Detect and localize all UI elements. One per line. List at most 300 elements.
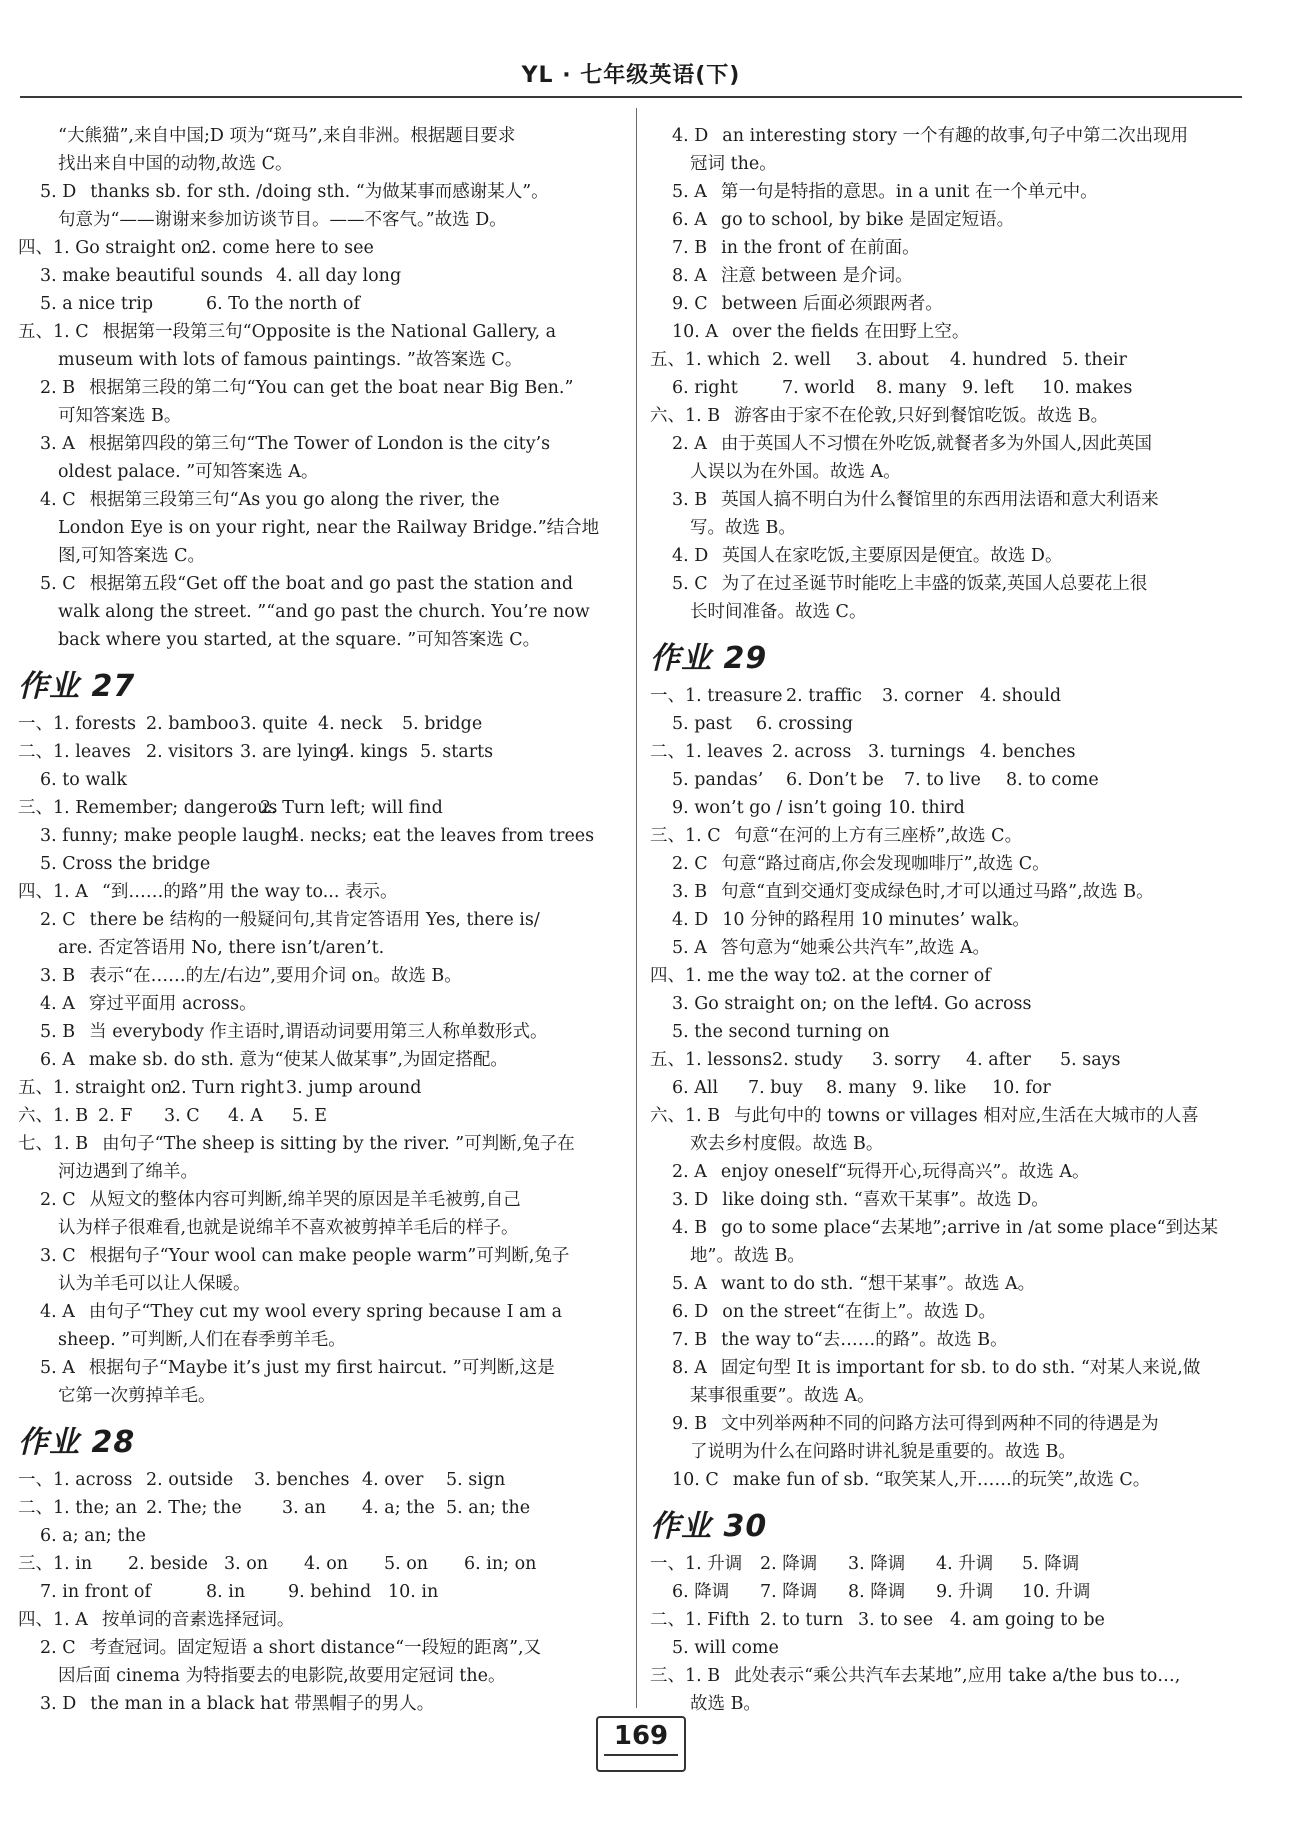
- answer-label: 2. C: [40, 910, 76, 930]
- answer-text: sheep. ”可判断,人们在春季剪羊毛。: [58, 1330, 346, 1350]
- answer-line: [18, 1102, 626, 1130]
- answer-line: [18, 878, 626, 906]
- answer-line: [650, 1074, 1242, 1102]
- answer-text: 8. 降调: [848, 1582, 906, 1602]
- answer-line: [18, 1690, 626, 1718]
- answer-line: [650, 206, 1242, 234]
- answer-text: 3. are lying: [240, 742, 341, 762]
- answer-text: 2. across: [772, 742, 852, 762]
- answer-text: 3. sorry: [872, 1050, 941, 1070]
- answer-text: 可知答案选 B。: [58, 406, 182, 426]
- answer-line: [650, 1382, 1242, 1410]
- answer-line: [650, 486, 1242, 514]
- answer-text: 6. To the north of: [206, 294, 360, 314]
- answer-text: 2. Turn right: [170, 1078, 284, 1098]
- answer-text: back where you started, at the square. ”可知答案选 C。: [58, 630, 541, 650]
- answer-text: museum with lots of famous paintings. ”故答案选 C。: [58, 350, 523, 370]
- answer-line: [18, 1074, 626, 1102]
- answer-text: 10. in: [388, 1582, 439, 1602]
- answer-text: 2. visitors: [146, 742, 234, 762]
- answer-text: like doing sth. “喜欢干某事”。故选 D。: [722, 1190, 1049, 1210]
- answer-label: 5. A: [672, 938, 707, 958]
- answer-text: 冠词 the。: [690, 154, 777, 174]
- answer-label: 7. B: [672, 238, 708, 258]
- answer-label: 3. D: [672, 1190, 709, 1210]
- answer-text: 与此句中的 towns or villages 相对应,生活在大城市的人喜: [734, 1106, 1199, 1126]
- answer-line: [650, 1214, 1242, 1242]
- answer-text: 8. many: [876, 378, 947, 398]
- answer-line: [18, 1606, 626, 1634]
- answer-text: 4. benches: [980, 742, 1076, 762]
- answer-line: [650, 150, 1242, 178]
- answer-text: 2. outside: [146, 1470, 234, 1490]
- answer-label: 4. D: [672, 910, 709, 930]
- answer-line: [18, 1634, 626, 1662]
- answer-label: 5. A: [672, 1274, 707, 1294]
- answer-text: 故选 B。: [690, 1694, 761, 1714]
- answer-line: [650, 178, 1242, 206]
- answer-line: [650, 878, 1242, 906]
- answer-line: [18, 962, 626, 990]
- answer-line: [650, 1466, 1242, 1494]
- answer-line: [650, 1634, 1242, 1662]
- answer-label: 四、1. A: [18, 1610, 88, 1630]
- answer-line: [650, 990, 1242, 1018]
- section-heading: 作业 29: [650, 641, 768, 676]
- answer-text: 7. to live: [904, 770, 981, 790]
- answer-text: 2. F: [98, 1106, 133, 1126]
- answer-text: 答句意为“她乘公共汽车”,故选 A。: [720, 938, 991, 958]
- answer-line: [18, 822, 626, 850]
- answer-text: 句意“路过商店,你会发现咖啡厅”,故选 C。: [721, 854, 1050, 874]
- answer-line: [18, 458, 626, 486]
- answer-line: [650, 430, 1242, 458]
- answer-label: 5. a nice trip: [40, 294, 154, 314]
- answer-line: [18, 1298, 626, 1326]
- answer-text: 4. kings: [338, 742, 408, 762]
- answer-line: [650, 1158, 1242, 1186]
- answer-label: 六、1. B: [650, 1106, 721, 1126]
- answer-label: 3. funny; make people laugh: [40, 826, 293, 846]
- answer-label: 三、1. in: [18, 1554, 93, 1574]
- answer-text: 4. all day long: [276, 266, 402, 286]
- answer-text: 4. hundred: [950, 350, 1048, 370]
- answer-text: 3. on: [224, 1554, 269, 1574]
- page-number-badge: [596, 1716, 686, 1772]
- answer-label: 2. B: [40, 378, 76, 398]
- answer-text: 长时间准备。故选 C。: [690, 602, 867, 622]
- answer-text: 5. bridge: [402, 714, 483, 734]
- answer-line: [650, 934, 1242, 962]
- answer-line: [650, 1242, 1242, 1270]
- answer-label: 6. 降调: [672, 1582, 730, 1602]
- answer-text: 它第一次剪掉羊毛。: [58, 1386, 216, 1406]
- answer-line: [650, 1550, 1242, 1578]
- answer-label: 四、1. Go straight on: [18, 238, 203, 258]
- answer-text: 2. traffic: [786, 686, 862, 706]
- answer-text: go to school, by bike 是固定短语。: [720, 210, 1015, 230]
- answer-label: 3. B: [40, 966, 76, 986]
- answer-line: [650, 1662, 1242, 1690]
- answer-text: 4. A: [228, 1106, 263, 1126]
- answer-line: [18, 626, 626, 654]
- answer-text: 5. sign: [446, 1470, 506, 1490]
- answer-line: [650, 598, 1242, 626]
- answer-text: 文中列举两种不同的问路方法可得到两种不同的待遇是为: [721, 1414, 1159, 1434]
- answer-text: 为了在过圣诞节时能吃上丰盛的饭菜,英国人总要花上很: [721, 574, 1148, 594]
- answer-line: [650, 1326, 1242, 1354]
- answer-line: [18, 934, 626, 962]
- answer-line: [18, 1494, 626, 1522]
- answer-text: 固定句型 It is important for sb. to do sth. “对某人来说,做: [720, 1358, 1201, 1378]
- answer-line: [18, 766, 626, 794]
- answer-line: [650, 318, 1242, 346]
- answer-line: [650, 1102, 1242, 1130]
- answer-line: [18, 598, 626, 626]
- answer-text: 5. starts: [420, 742, 494, 762]
- answer-label: 4. A: [40, 994, 75, 1014]
- answer-text: “大熊猫”,来自中国;D 项为“斑马”,来自非洲。根据题目要求: [58, 126, 516, 146]
- answer-text: 写。故选 B。: [690, 518, 796, 538]
- answer-text: 4. Go across: [922, 994, 1032, 1014]
- answer-text: 句意为“——谢谢来参加访谈节目。——不客气。”故选 D。: [58, 210, 507, 230]
- answer-label: 七、1. B: [18, 1134, 89, 1154]
- answer-text: 4. necks; eat the leaves from trees: [288, 826, 595, 846]
- answer-text: 3. corner: [882, 686, 963, 706]
- answer-line: [650, 1578, 1242, 1606]
- answer-label: 6. All: [672, 1078, 719, 1098]
- answer-line: [650, 1410, 1242, 1438]
- answer-line: [18, 402, 626, 430]
- answer-line: [18, 1242, 626, 1270]
- answer-line: [18, 1578, 626, 1606]
- answer-label: 2. C: [40, 1638, 76, 1658]
- answer-text: 根据第四段的第三句“The Tower of London is the city’s: [88, 434, 551, 454]
- answer-text: 找出来自中国的动物,故选 C。: [58, 154, 293, 174]
- answer-text: 英国人搞不明白为什么餐馆里的东西用法语和意大利语来: [721, 490, 1159, 510]
- answer-line: [650, 738, 1242, 766]
- section-heading: 作业 28: [18, 1425, 136, 1460]
- answer-label: 8. A: [672, 1358, 707, 1378]
- answer-line: [650, 122, 1242, 150]
- answer-text: 当 everybody 作主语时,谓语动词要用第三人称单数形式。: [89, 1022, 548, 1042]
- answer-text: 4. should: [980, 686, 1062, 706]
- answer-line: [650, 514, 1242, 542]
- answer-text: 按单词的音素选择冠词。: [101, 1610, 295, 1630]
- answer-text: 3. an: [282, 1498, 326, 1518]
- answer-label: 4. C: [40, 490, 76, 510]
- answer-label: 10. C: [672, 1470, 719, 1490]
- answer-line: [650, 906, 1242, 934]
- answer-label: 9. B: [672, 1414, 708, 1434]
- answer-line: [650, 682, 1242, 710]
- answer-text: the man in a black hat 带黑帽子的男人。: [90, 1694, 435, 1714]
- answer-text: 表示“在……的左/右边”,要用介词 on。故选 B。: [89, 966, 462, 986]
- answer-text: 5. E: [292, 1106, 328, 1126]
- answer-line: [650, 794, 1242, 822]
- answer-label: 4. A: [40, 1302, 75, 1322]
- answer-text: 由于英国人不习惯在外吃饭,就餐者多为外国人,因此英国: [720, 434, 1153, 454]
- answer-text: 2. Turn left; will find: [260, 798, 443, 818]
- answer-line: [18, 1130, 626, 1158]
- answer-line: [650, 374, 1242, 402]
- answer-line: [18, 1158, 626, 1186]
- answer-label: 一、1. treasure: [650, 686, 783, 706]
- answer-label: 5. D: [40, 182, 77, 202]
- answer-line: [18, 430, 626, 458]
- answer-label: 6. A: [672, 210, 707, 230]
- answer-text: there be 结构的一般疑问句,其肯定答语用 Yes, there is/: [89, 910, 540, 930]
- answer-text: 2. study: [772, 1050, 843, 1070]
- answer-text: 9. 升调: [936, 1582, 994, 1602]
- answer-line: [18, 1466, 626, 1494]
- answer-text: 考查冠词。固定短语 a short distance“一段短的距离”,又: [89, 1638, 542, 1658]
- answer-line: [18, 122, 626, 150]
- answer-label: 5. pandas’: [672, 770, 764, 790]
- header-title: YL · 七年级英语(下): [521, 63, 741, 88]
- answer-text: 2. bamboo: [146, 714, 239, 734]
- answer-line: [650, 1606, 1242, 1634]
- answer-line: [650, 1270, 1242, 1298]
- answer-line: [18, 542, 626, 570]
- answer-text: 因后面 cinema 为特指要去的电影院,故要用定冠词 the。: [58, 1666, 506, 1686]
- answer-text: 2. beside: [128, 1554, 208, 1574]
- answer-text: 10 分钟的路程用 10 minutes’ walk。: [722, 910, 1030, 930]
- answer-text: 欢去乡村度假。故选 B。: [690, 1134, 884, 1154]
- answer-text: 根据第三段第三句“As you go along the river, the: [89, 490, 500, 510]
- answer-text: 8. to come: [1006, 770, 1099, 790]
- answer-line: [18, 150, 626, 178]
- answer-label: 2. A: [672, 1162, 707, 1182]
- answer-text: 3. quite: [240, 714, 308, 734]
- answer-label: 4. D: [672, 126, 709, 146]
- answer-label: 二、1. leaves: [18, 742, 131, 762]
- answer-text: 7. 降调: [760, 1582, 818, 1602]
- answer-line: [650, 234, 1242, 262]
- answer-text: over the fields 在田野上空。: [732, 322, 970, 342]
- answer-label: 五、1. lessons: [650, 1050, 772, 1070]
- answer-label: 一、1. across: [18, 1470, 133, 1490]
- answer-line: [18, 1522, 626, 1550]
- answer-text: make sb. do sth. 意为“使某人做某事”,为固定搭配。: [88, 1050, 508, 1070]
- answer-label: 5. A: [672, 182, 707, 202]
- answer-label: 7. B: [672, 1330, 708, 1350]
- answer-text: go to some place“去某地”;arrive in /at some place“到达某: [721, 1218, 1219, 1238]
- answer-text: oldest palace. ”可知答案选 A。: [58, 462, 319, 482]
- answer-text: the way to“去……的路”。故选 B。: [721, 1330, 1008, 1350]
- answer-line: [650, 1298, 1242, 1326]
- section-title: [650, 1494, 1242, 1550]
- answer-label: 三、1. B: [650, 1666, 721, 1686]
- section-title: [18, 654, 626, 710]
- answer-label: 四、1. A: [18, 882, 88, 902]
- answer-line: [650, 710, 1242, 738]
- answer-line: [18, 346, 626, 374]
- answer-text: 2. 降调: [760, 1554, 818, 1574]
- answer-text: 6. in; on: [464, 1554, 537, 1574]
- answer-line: [650, 962, 1242, 990]
- answer-text: “到……的路”用 the way to... 表示。: [101, 882, 398, 902]
- answer-text: 认为羊毛可以让人保暖。: [58, 1274, 251, 1294]
- answer-label: 三、1. Remember; dangerous: [18, 798, 278, 818]
- answer-label: 9. won’t go / isn’t going: [672, 798, 882, 818]
- answer-line: [18, 1018, 626, 1046]
- answer-label: 3. A: [40, 434, 75, 454]
- answer-label: 10. A: [672, 322, 719, 342]
- answer-label: 一、1. 升调: [650, 1554, 743, 1574]
- answer-text: 3. turnings: [868, 742, 966, 762]
- answer-line: [18, 850, 626, 878]
- answer-label: 二、1. leaves: [650, 742, 763, 762]
- answer-label: 四、1. me the way to: [650, 966, 833, 986]
- answer-text: London Eye is on your right, near the Railway Bridge.”结合地: [58, 518, 600, 538]
- answer-label: 5. past: [672, 714, 732, 734]
- answer-text: 地”。故选 B。: [690, 1246, 805, 1266]
- answer-text: walk along the street. ”“and go past the church. You’re now: [58, 602, 590, 622]
- answer-line: [18, 1326, 626, 1354]
- answer-text: 4. 升调: [936, 1554, 994, 1574]
- answer-text: 句意“直到交通灯变成绿色时,才可以通过马路”,故选 B。: [721, 882, 1154, 902]
- answer-text: 3. 降调: [848, 1554, 906, 1574]
- section-title: [18, 1410, 626, 1466]
- answer-line: [650, 570, 1242, 598]
- answer-text: 5. on: [384, 1554, 429, 1574]
- answer-text: an interesting story 一个有趣的故事,句子中第二次出现用: [722, 126, 1189, 146]
- book-icon: [604, 1754, 678, 1768]
- answer-line: [650, 262, 1242, 290]
- answer-label: 3. B: [672, 490, 708, 510]
- answer-label: 4. B: [672, 1218, 708, 1238]
- answer-text: 穿过平面用 across。: [88, 994, 257, 1014]
- answer-label: 8. A: [672, 266, 707, 286]
- answer-text: 英国人在家吃饭,主要原因是便宜。故选 D。: [722, 546, 1063, 566]
- answer-text: 4. over: [362, 1470, 424, 1490]
- answer-line: [18, 1214, 626, 1242]
- answer-text: 5. says: [1060, 1050, 1121, 1070]
- answer-text: 根据第三段的第二句“You can get the boat near Big Ben.”: [89, 378, 574, 398]
- answer-text: 根据句子“Maybe it’s just my first haircut. ”可判断,这是: [88, 1358, 555, 1378]
- answer-text: 3. jump around: [286, 1078, 422, 1098]
- answer-line: [18, 1550, 626, 1578]
- left-column: [18, 122, 626, 1718]
- right-column: [650, 122, 1242, 1718]
- answer-text: 此处表示“乘公共汽车去某地”,应用 take a/the bus to…,: [734, 1666, 1181, 1686]
- answer-label: 3. C: [40, 1246, 76, 1266]
- answer-text: 9. behind: [288, 1582, 372, 1602]
- answer-text: 游客由于家不在伦敦,只好到餐馆吃饭。故选 B。: [734, 406, 1109, 426]
- answer-label: 4. D: [672, 546, 709, 566]
- answer-text: 注意 between 是介词。: [720, 266, 913, 286]
- answer-line: [18, 738, 626, 766]
- answer-text: thanks sb. for sth. /doing sth. “为做某事而感谢某人”。: [90, 182, 549, 202]
- answer-label: 6. a; an; the: [40, 1526, 146, 1546]
- answer-line: [18, 794, 626, 822]
- answer-line: [18, 514, 626, 542]
- answer-line: [18, 374, 626, 402]
- answer-line: [650, 1438, 1242, 1466]
- answer-text: 图,可知答案选 C。: [58, 546, 206, 566]
- answer-line: [650, 458, 1242, 486]
- answer-text: 根据第五段“Get off the boat and go past the station and: [89, 574, 574, 594]
- section-heading: 作业 30: [650, 1509, 768, 1544]
- answer-line: [18, 486, 626, 514]
- answer-label: 五、1. which: [650, 350, 761, 370]
- answer-label: 6. right: [672, 378, 738, 398]
- answer-text: 2. to turn: [760, 1610, 844, 1630]
- answer-text: 句意“在河的上方有三座桥”,故选 C。: [734, 826, 1023, 846]
- answer-line: [18, 1354, 626, 1382]
- answer-text: 3. C: [164, 1106, 200, 1126]
- answer-text: 2. The; the: [146, 1498, 242, 1518]
- answer-text: 3. to see: [858, 1610, 934, 1630]
- answer-text: 5. an; the: [446, 1498, 531, 1518]
- answer-text: 9. like: [912, 1078, 967, 1098]
- answer-label: 6. to walk: [40, 770, 128, 790]
- answer-line: [650, 1018, 1242, 1046]
- answer-label: 3. Go straight on; on the left: [672, 994, 925, 1014]
- answer-line: [18, 206, 626, 234]
- answer-label: 3. B: [672, 882, 708, 902]
- answer-text: 8. many: [826, 1078, 897, 1098]
- answer-line: [650, 1354, 1242, 1382]
- answer-text: 10. for: [992, 1078, 1051, 1098]
- answer-label: 二、1. the; an: [18, 1498, 138, 1518]
- answer-text: 人误以为在外国。故选 A。: [690, 462, 901, 482]
- answer-label: 5. C: [672, 574, 708, 594]
- answer-text: 由句子“They cut my wool every spring because I am a: [88, 1302, 563, 1322]
- answer-label: 六、1. B: [650, 406, 721, 426]
- answer-label: 5. C: [40, 574, 76, 594]
- answer-text: 9. left: [962, 378, 1014, 398]
- answer-text: want to do sth. “想干某事”。故选 A。: [720, 1274, 1036, 1294]
- answer-line: [650, 850, 1242, 878]
- answer-text: on the street“在街上”。故选 D。: [722, 1302, 996, 1322]
- answer-text: 5. their: [1062, 350, 1127, 370]
- answer-line: [18, 906, 626, 934]
- answer-line: [650, 1690, 1242, 1718]
- answer-text: 4. a; the: [362, 1498, 435, 1518]
- section-title: [650, 626, 1242, 682]
- answer-text: make fun of sb. “取笑某人,开……的玩笑”,故选 C。: [732, 1470, 1151, 1490]
- answer-label: 5. the second turning on: [672, 1022, 890, 1042]
- column-divider: [636, 108, 637, 1708]
- answer-text: in the front of 在前面。: [721, 238, 920, 258]
- answer-line: [650, 1130, 1242, 1158]
- answer-text: 了说明为什么在问路时讲礼貌是重要的。故选 B。: [690, 1442, 1076, 1462]
- answer-line: [650, 766, 1242, 794]
- answer-text: 10. 升调: [1022, 1582, 1091, 1602]
- answer-line: [18, 1382, 626, 1410]
- answer-text: 2. well: [772, 350, 831, 370]
- answer-label: 五、1. straight on: [18, 1078, 173, 1098]
- answer-line: [18, 1186, 626, 1214]
- answer-line: [650, 1046, 1242, 1074]
- answer-line: [18, 234, 626, 262]
- answer-line: [18, 570, 626, 598]
- answer-text: 10. makes: [1042, 378, 1133, 398]
- answer-line: [650, 402, 1242, 430]
- answer-label: 一、1. forests: [18, 714, 136, 734]
- answer-label: 3. D: [40, 1694, 77, 1714]
- answer-line: [18, 1046, 626, 1074]
- answer-line: [650, 822, 1242, 850]
- answer-text: 10. third: [888, 798, 965, 818]
- answer-label: 二、1. Fifth: [650, 1610, 750, 1630]
- answer-label: 2. A: [672, 434, 707, 454]
- answer-text: 4. on: [304, 1554, 349, 1574]
- answer-line: [18, 1662, 626, 1690]
- answer-label: 7. in front of: [40, 1582, 151, 1602]
